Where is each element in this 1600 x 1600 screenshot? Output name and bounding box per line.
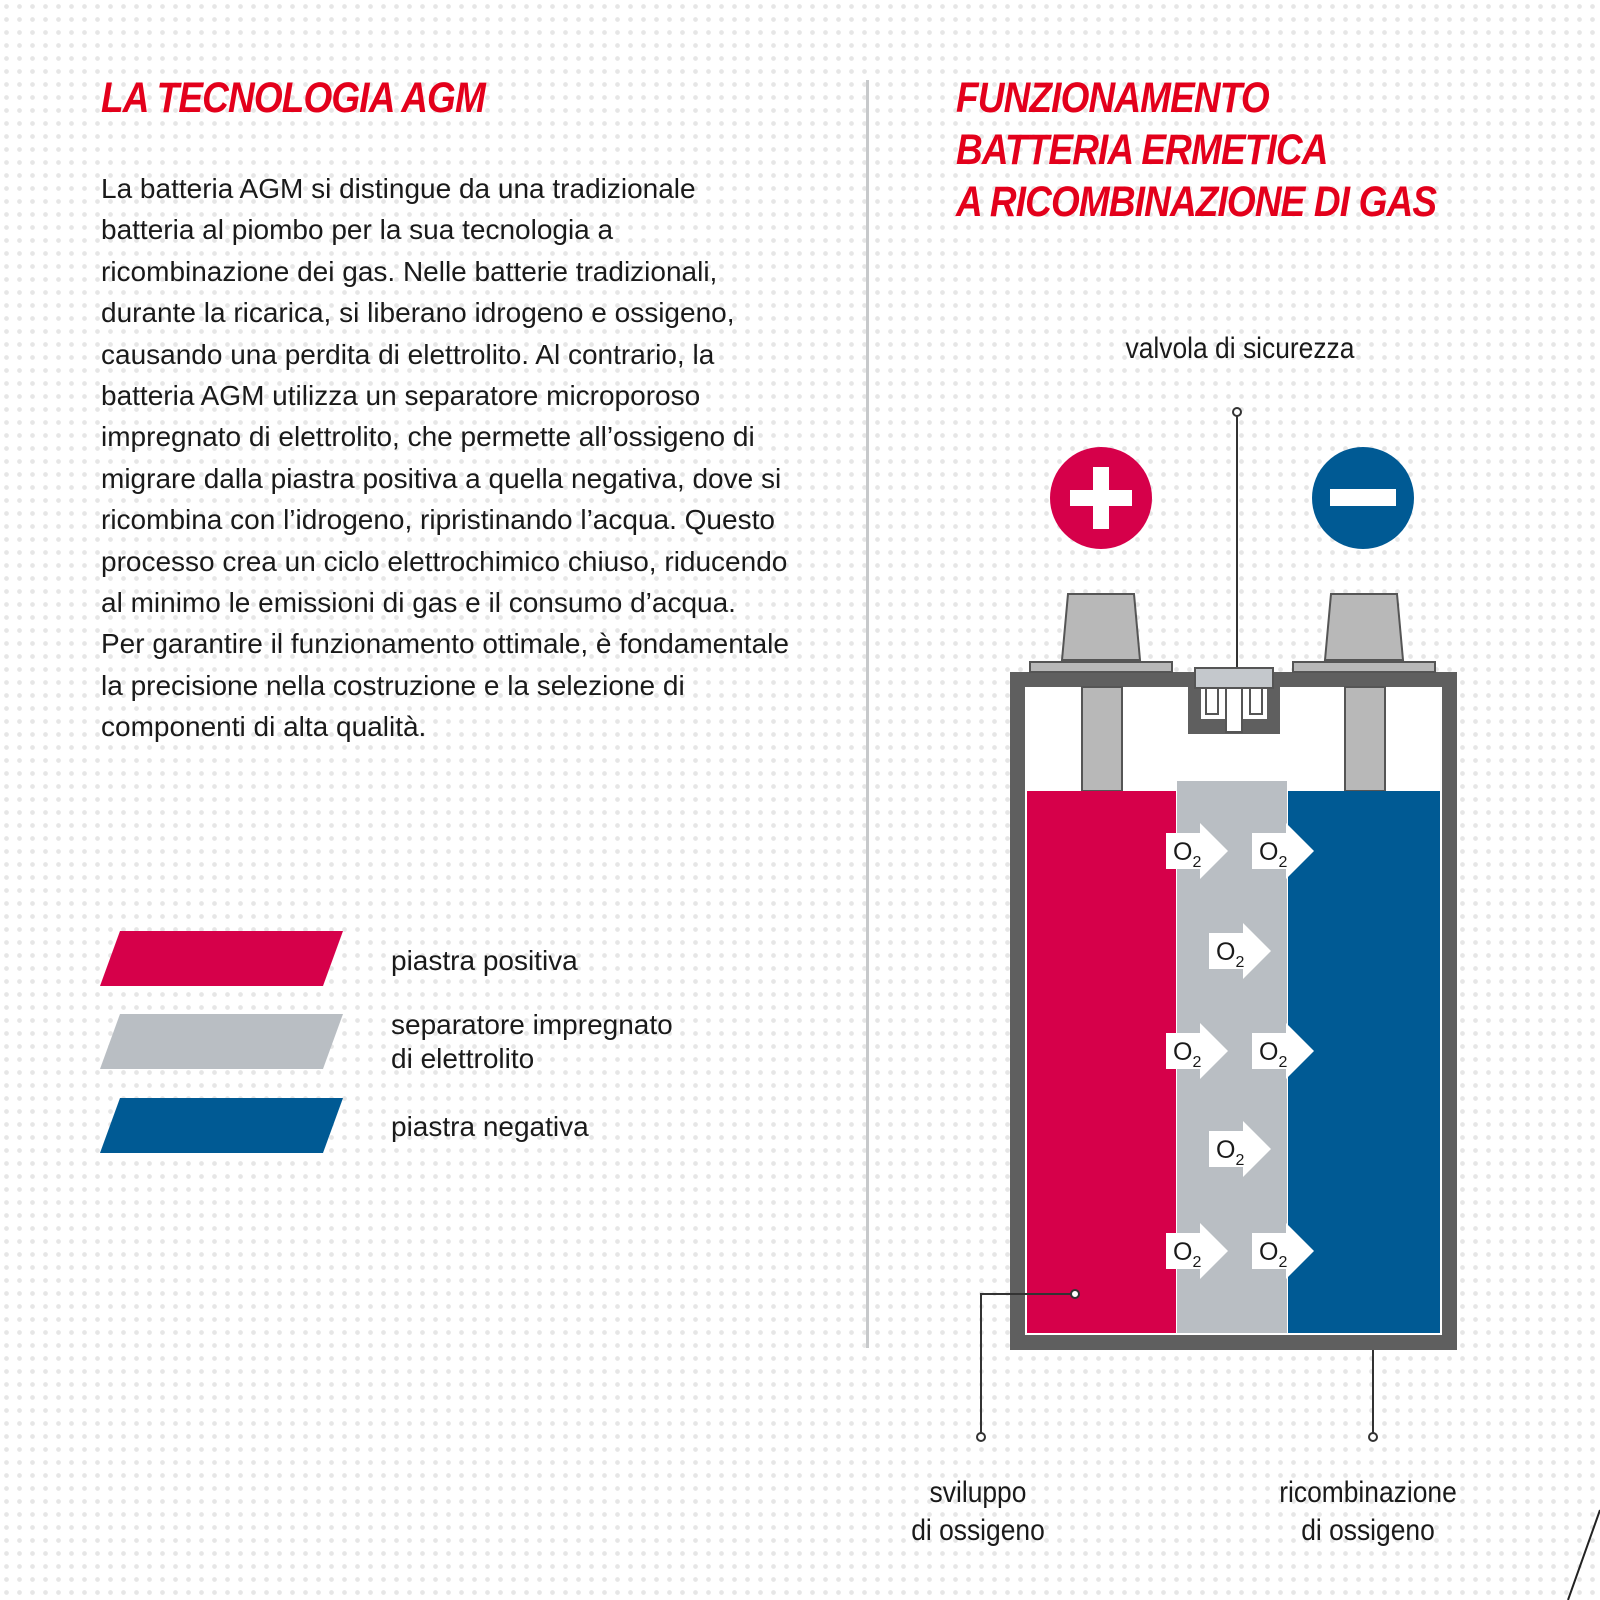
oxygen-development-line-2: di ossigeno (911, 1514, 1045, 1547)
minus-icon (1330, 489, 1396, 506)
positive-terminal-symbol (1050, 447, 1152, 549)
o2-label: $O_2$ (1173, 838, 1202, 871)
o2-label: $O_2$ (1173, 1238, 1202, 1271)
o2-label: $O_2$ (1259, 838, 1288, 871)
oxygen-development-end-dot (977, 1433, 985, 1441)
o2-label: $O_2$ (1216, 938, 1245, 971)
oxygen-development-line-1: sviluppo (929, 1476, 1027, 1509)
negative-terminal-symbol (1312, 447, 1414, 549)
o2-label: $O_2$ (1259, 1038, 1288, 1071)
valve-label-text: valvola di sicurezza (1125, 332, 1355, 365)
o2-label: $O_2$ (1173, 1038, 1202, 1071)
legend-positive-line-1: piastra positiva (391, 945, 578, 976)
left-title: LA TECNOLOGIA AGM (101, 74, 485, 122)
valve-leader-dot (1233, 408, 1241, 416)
body-paragraph-1: La batteria AGM si distingue da una tradizionale batteria al piombo per la sua tecnologia a ricombinazione dei gas. Nelle batterie tradizionali, durante la ricarica, si liberano idrogeno e ossigeno, causando una perdita di elettrolito. Al contrario, la batteria AGM utilizza un separatore microporoso impregnato di elettrolito, che permette all’ossigeno di migrare dalla piastra positiva a quella negativa, dove si ricombina con l’idrogeno, ripristinando l’acqua. Questo processo crea un ciclo elettrochimico chiuso, riducendo al minimo le emissioni di gas e il consumo d’acqua. (101, 173, 788, 619)
legend-swatch-separator (100, 1014, 343, 1069)
legend-separator-line-2: di elettrolito (391, 1043, 535, 1074)
body-paragraph-2: Per garantire il funzionamento ottimale, è fondamentale la precisione nella costruzione e la selezione di componenti di alta qualità. (101, 628, 789, 743)
positive-plate (1027, 791, 1176, 1333)
legend-swatch-positive (100, 931, 343, 986)
right-title-line-2: BATTERIA ERMETICA (956, 126, 1328, 174)
oxygen-recombination-line-2: di ossigeno (1301, 1514, 1435, 1547)
oxygen-development-dot (1071, 1290, 1079, 1298)
legend-separator-line-1: separatore impregnato (391, 1009, 673, 1040)
legend-swatch-negative (100, 1098, 343, 1153)
oxygen-recombination-line-1: ricombinazione (1279, 1476, 1457, 1509)
right-title-line-3: A RICOMBINAZIONE DI GAS (956, 178, 1437, 226)
right-title-line-1: FUNZIONAMENTO (956, 74, 1269, 122)
o2-label: $O_2$ (1216, 1136, 1245, 1169)
o2-label: $O_2$ (1259, 1238, 1288, 1271)
oxygen-recombination-end-dot (1369, 1433, 1377, 1441)
legend-negative-line-1: piastra negativa (391, 1111, 589, 1142)
safety-valve (1188, 668, 1280, 734)
corner-decoration (1568, 1510, 1600, 1600)
